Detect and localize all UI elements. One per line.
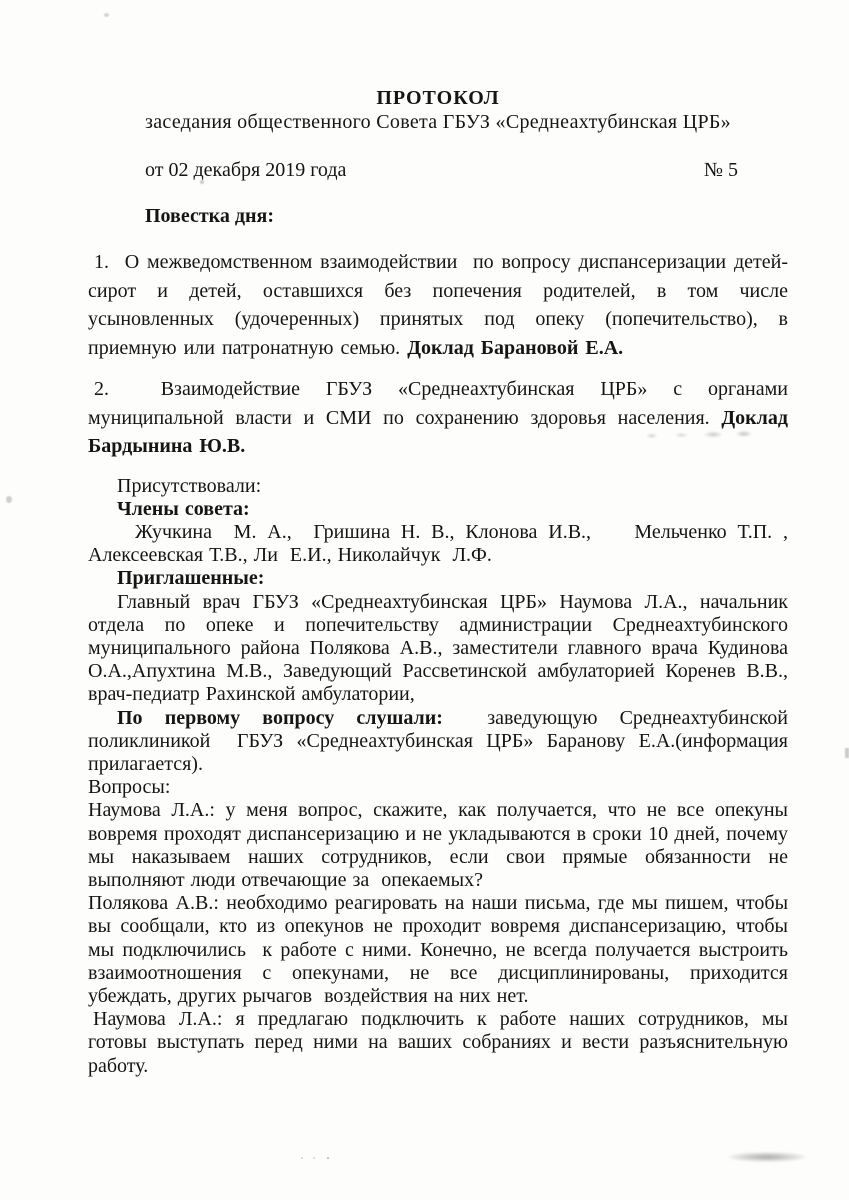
document-number: № 5 bbox=[703, 159, 738, 181]
speech-naumova-2: Наумова Л.А.: я предлагаю подключить к работе наших сотрудников, мы готовы выступать перед ними на ваших собраниях и вести разъяснительную работу. bbox=[88, 1008, 788, 1077]
invited-list: Главный врач ГБУЗ «Среднеахтубинская ЦРБ» Наумова Л.А., начальник отдела по опеке и попечительству администрации Среднеахтубинского муниципального района Полякова А.В., заместители главного врача Кудинова О.А.,Апухтина М.В., Заведующий Рассветинской амбулаторией Коренев В.В., врач-педиатр Рахинской амбулатории, bbox=[88, 590, 788, 706]
document-body bbox=[88, 86, 788, 1078]
first-question-text: заведующую Среднеахтубинской поликлиникой ГБУЗ «Среднеахтубинская ЦРБ» Баранову Е.А.(информация прилагается). bbox=[88, 706, 788, 775]
document-subtitle: заседания общественного Совета ГБУЗ «Среднеахтубинская ЦРБ» bbox=[145, 111, 731, 133]
members-list: Жучкина М. А., Гришина Н. В., Клонова И.В., Мельченко Т.П. , Алексеевская Т.В., Ли Е.И., Николайчук Л.Ф. bbox=[88, 520, 788, 567]
attendees-section bbox=[88, 475, 788, 1078]
scan-artifact-speck bbox=[845, 748, 849, 758]
agenda-item-2 bbox=[88, 375, 788, 461]
speech-polyakova: Полякова А.В.: необходимо реагировать на наши письма, где мы пишем, чтобы вы сообщали, кто из опекунов не проходит вовремя диспансеризацию, чтобы мы подключились к работе с ними. Конечно, не всегда получается выстроить взаимоотношения с опекунами, не все дисциплинированы, приходится убеждать, других рычагов воздействия на них нет. bbox=[88, 892, 788, 1007]
scan-artifact-smudge bbox=[728, 1152, 806, 1162]
first-question-heading: По первому вопросу слушали: bbox=[117, 706, 443, 729]
agenda-item-1 bbox=[88, 248, 788, 362]
members-heading: Члены совета: bbox=[117, 497, 250, 520]
date-number-row bbox=[88, 158, 788, 182]
agenda-item-1-report: Доклад Барановой Е.А. bbox=[407, 336, 624, 359]
attendees-heading: Присутствовали: bbox=[117, 474, 262, 497]
first-question-paragraph bbox=[88, 707, 788, 777]
invited-heading: Приглашенные: bbox=[117, 567, 265, 590]
scan-artifact-dots bbox=[296, 1156, 336, 1161]
document-date: от 02 декабря 2019 года bbox=[145, 159, 347, 181]
questions-heading: Вопросы: bbox=[88, 776, 171, 799]
document-title: ПРОТОКОЛ bbox=[376, 87, 500, 109]
scan-artifact-speck bbox=[6, 496, 12, 503]
agenda-item-1-text: 1. О межведомственном взаимодействии по вопросу диспансеризации детей-сирот и детей, оставшихся без попечения родителей, в том числе усыновленных (удочеренных) принятых под опеку (попечительство), в приемную или патронатную семью. bbox=[88, 251, 788, 359]
agenda-item-2-text: 2. Взаимодействие ГБУЗ «Среднеахтубинская ЦРБ» с органами муниципальной власти и СМИ по сохранению здоровья населения. bbox=[88, 378, 788, 429]
agenda-item-2-report: Доклад Бардынина Ю.В. bbox=[88, 406, 788, 457]
agenda-heading: Повестка дня: bbox=[145, 205, 275, 227]
scan-artifact-speck bbox=[104, 13, 109, 17]
speech-naumova-1: Наумова Л.А.: у меня вопрос, скажите, как получается, что не все опекуны вовремя проходят диспансеризацию и не укладываются в сроки 10 дней, почему мы наказываем наших сотрудников, если свои прямые обязанности не выполняют люди отвечающие за опекаемых? bbox=[88, 799, 788, 891]
